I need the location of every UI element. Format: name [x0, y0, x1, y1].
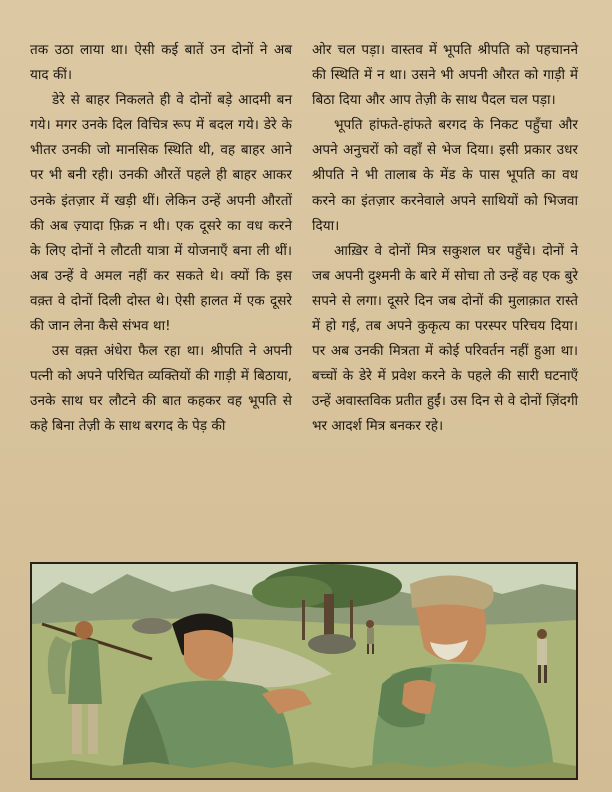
paragraph-2: डेरे से बाहर निकलते ही वे दोनों बड़े आदमी बन गये। मगर उनके दिल विचित्र रूप में बदल गये। डेरे के भीतर उनकी जो मानसिक स्थिति थी, वह बाहर आने पर भी बनी रही। उनकी औरतें पहले ही बाहर आकर उनके इंतज़ार में खड़ी थीं। लेकिन उन्हें अपनी औरतों की अब ज़्यादा फ़िक्र न थी। एक दूसरे का वध करने के लिए दोनों ने लौटती यात्रा में योजनाएँ बना ली थीं। अब उन्हें वे अमल नहीं कर सकते थे। क्यों कि इस वक़्त वे दोनों दिली दोस्त थे। ऐसी हालत में एक दूसरे की जान लेना कैसे संभव था! — [30, 92, 292, 335]
story-illustration — [30, 562, 578, 780]
paragraph-3: उस वक़्त अंधेरा फैल रहा था। श्रीपति ने अपनी पत्नी को अपने परिचित व्यक्तियों की गाड़ी में बिठाया, उनके साथ घर लौटने की बात कहकर वह भूपति से कहे बिना तेज़ी के साथ बरगद के पेड़ की — [30, 343, 292, 435]
left-text-column — [30, 38, 292, 440]
rock — [132, 618, 172, 634]
paragraph-5: भूपति हांफते-हांफते बरगद के निकट पहुँचा और अपने अनुचरों को वहाँ से भेज दिया। इसी प्रकार उधर श्रीपति ने भी तालाब के मेंड के पास भूपति का वध करने का इंतज़ार करनेवाले अपने साथियों को भिजवा दिया। — [312, 117, 578, 234]
right-text-column — [312, 38, 578, 440]
paragraph-4: ओर चल पड़ा। वास्तव में भूपति श्रीपति को पहचानने की स्थिति में न था। उसने भी अपनी औरत को गाड़ी में बिठा दिया और आप तेज़ी के साथ पैदल चल पड़ा। — [312, 42, 578, 109]
rock — [308, 634, 356, 654]
paragraph-6: आख़िर वे दोनों मित्र सकुशल घर पहुँचे। दोनों ने जब अपनी दुश्मनी के बारे में सोचा तो उन्हें वह एक बुरे सपने से लगा। दूसरे दिन जब दोनों की मुलाक़ात रास्ते में हो गई, तब अपने कुकृत्य का परस्पर परिचय दिया। पर अब उनकी मित्रता में कोई परिवर्तन नहीं हुआ था। बच्चों के डेरे में प्रवेश करने के पहले की सारी घटनाएँ उन्हें अवास्तविक प्रतीत हुईं। उस दिन से वे दोनों ज़िंदगी भर आदर्श मित्र बनकर रहे। — [312, 242, 578, 435]
paragraph-1: तक उठा लाया था। ऐसी कई बातें उन दोनों ने अब याद कीं। — [30, 42, 292, 84]
illustration-art — [32, 564, 576, 778]
